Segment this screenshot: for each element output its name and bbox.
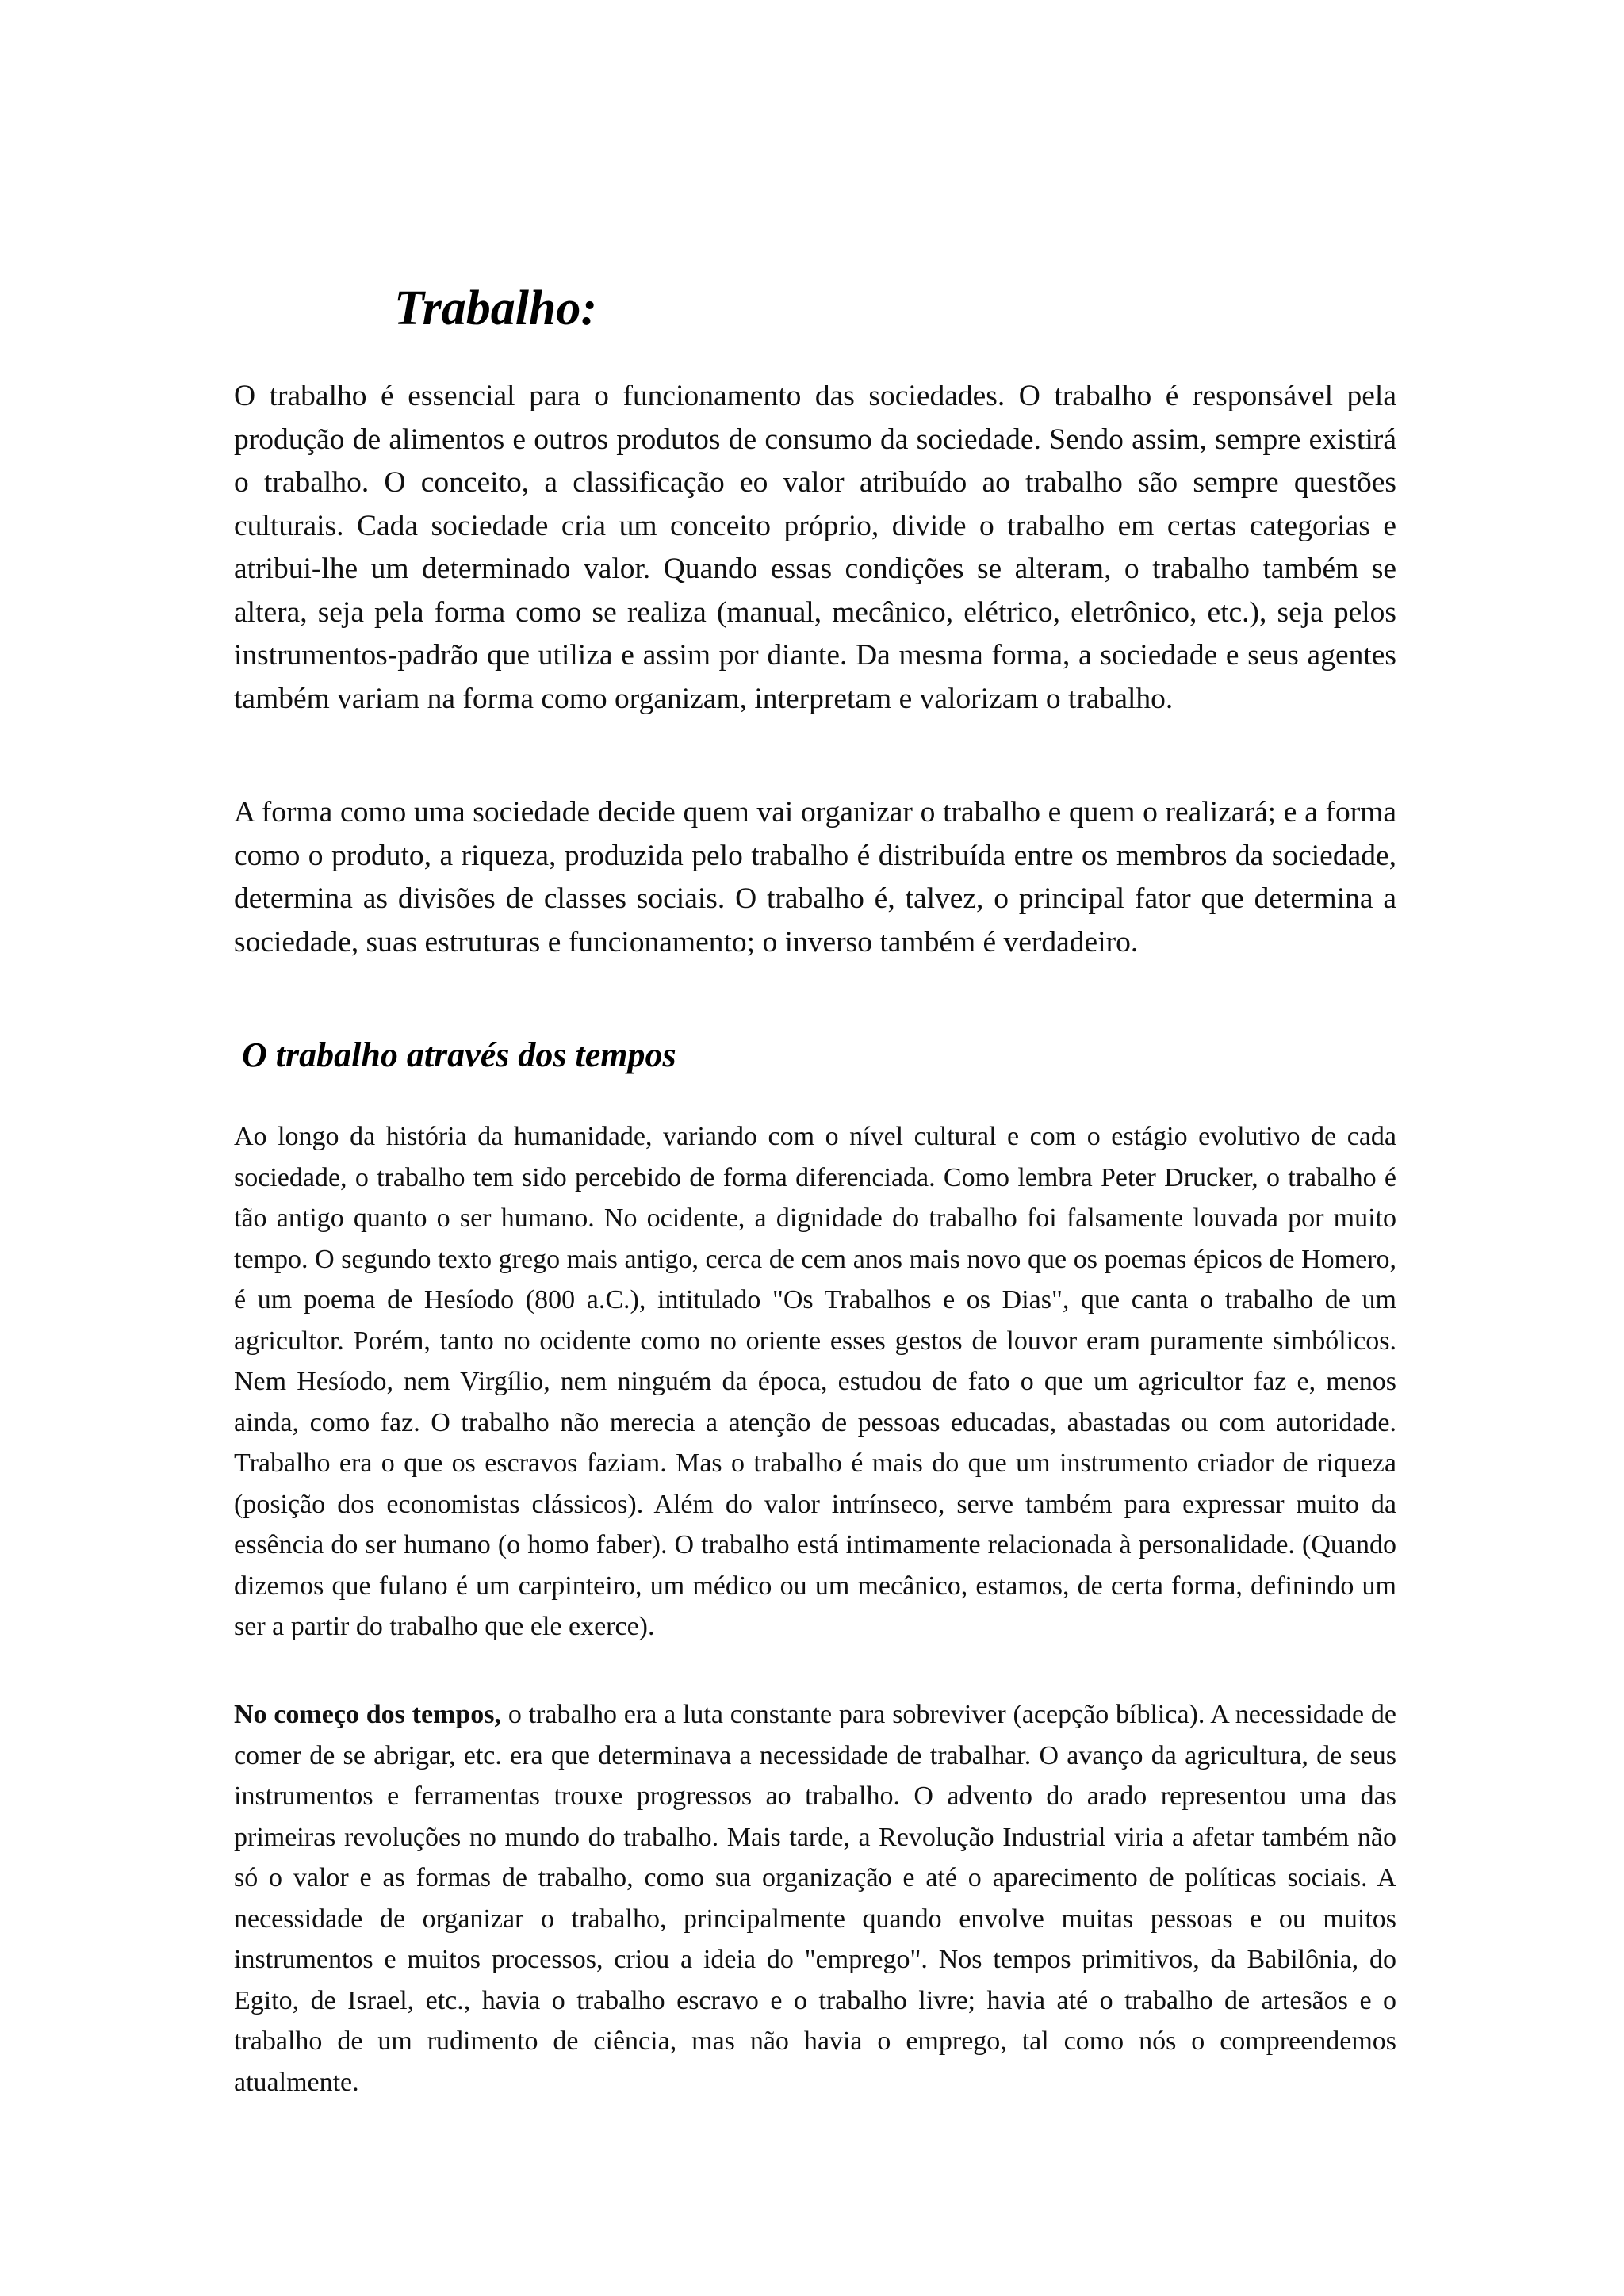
page-title: Trabalho: [394, 281, 598, 335]
paragraph-lead-bold: No começo dos tempos, [234, 1700, 502, 1729]
paragraph-beginning-of-times [234, 1694, 1396, 2103]
paragraph-social-classes: A forma como uma sociedade decide quem vai organizar o trabalho e quem o realizará; e a forma como o produto, a riqueza, produzida pelo trabalho é distribuída entre os membros da sociedade, determina as divisões de classes sociais. O trabalho é, talvez, o principal fator que determina a sociedade, suas estruturas e funcionamento; o inverso também é verdadeiro. [234, 796, 1396, 959]
paragraph-body: o trabalho era a luta constante para sobreviver (acepção bíblica). A necessidade de comer de se abrigar, etc. era que determinava a necessidade de trabalhar. O avanço da agricultura, de seus instrumentos e ferramentas trouxe progressos ao trabalho. O advento do arado representou uma das primeiras revoluções no mundo do trabalho. Mais tarde, a Revolução Industrial viria a afetar também não só o valor e as formas de trabalho, como sua organização e até o aparecimento de políticas sociais. A necessidade de organizar o trabalho, principalmente quando envolve muitas pessoas e ou muitos instrumentos e muitos processos, criou a ideia do "emprego". Nos tempos primitivos, da Babilônia, do Egito, de Israel, etc., havia o trabalho escravo e o trabalho livre; havia até o trabalho de artesãos e o trabalho de um rudimento de ciência, mas não havia o emprego, tal como nós o compreendemos atualmente. [234, 1700, 1396, 2097]
paragraph-intro: O trabalho é essencial para o funcionamento das sociedades. O trabalho é responsável pela produção de alimentos e outros produtos de consumo da sociedade. Sendo assim, sempre existirá o trabalho. O conceito, a classificação eo valor atribuído ao trabalho são sempre questões culturais. Cada sociedade cria um conceito próprio, divide o trabalho em certas categorias e atribui-lhe um determinado valor. Quando essas condições se alteram, o trabalho também se altera, seja pela forma como se realiza (manual, mecânico, elétrico, eletrônico, etc.), seja pelos instrumentos-padrão que utiliza e assim por diante. Da mesma forma, a sociedade e seus agentes também variam na forma como organizam, interpretam e valorizam o trabalho. [234, 380, 1396, 715]
section-title: O trabalho através dos tempos [242, 1035, 676, 1074]
paragraph-history: Ao longo da história da humanidade, variando com o nível cultural e com o estágio evolutivo de cada sociedade, o trabalho tem sido percebido de forma diferenciada. Como lembra Peter Drucker, o trabalho é tão antigo quanto o ser humano. No ocidente, a dignidade do trabalho foi falsamente louvada por muito tempo. O segundo texto grego mais antigo, cerca de cem anos mais novo que os poemas épicos de Homero, é um poema de Hesíodo (800 a.C.), intitulado "Os Trabalhos e os Dias", que canta o trabalho de um agricultor. Porém, tanto no ocidente como no oriente esses gestos de louvor eram puramente simbólicos. Nem Hesíodo, nem Virgílio, nem ninguém da época, estudou de fato o que um agricultor faz e, menos ainda, como faz. O trabalho não merecia a atenção de pessoas educadas, abastadas ou com autoridade. Trabalho era o que os escravos faziam. Mas o trabalho é mais do que um instrumento criador de riqueza (posição dos economistas clássicos). Além do valor intrínseco, serve também para expressar muito da essência do ser humano (o homo faber). O trabalho está intimamente relacionada à personalidade. (Quando dizemos que fulano é um carpinteiro, um médico ou um mecânico, estamos, de certa forma, definindo um ser a partir do trabalho que ele exerce). [234, 1122, 1396, 1641]
